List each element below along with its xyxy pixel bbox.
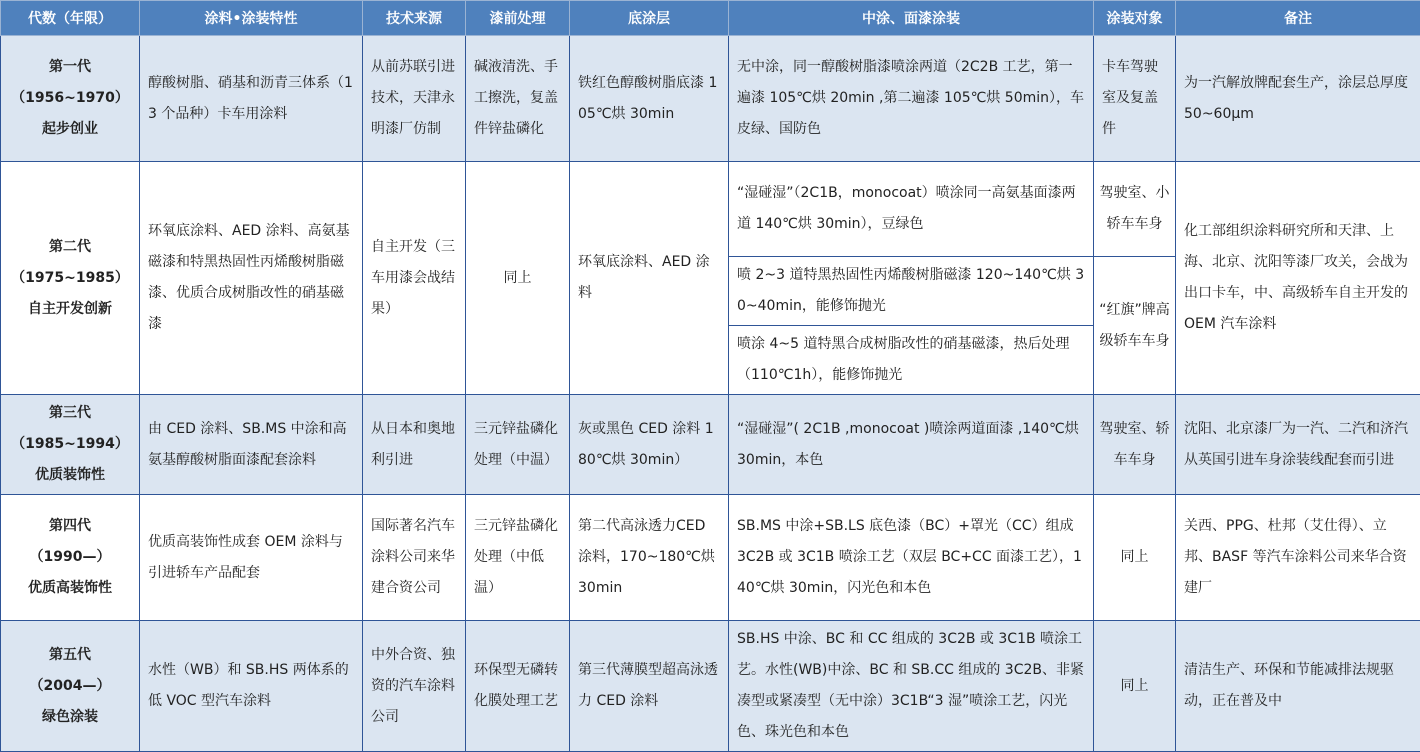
pretreatment-cell: 同上: [466, 162, 570, 395]
source-cell: 国际著名汽车涂料公司来华建合资公司: [363, 495, 466, 621]
notes-cell: 关西、PPG、杜邦（艾仕得）、立邦、BASF 等汽车涂料公司来华合资建厂: [1176, 495, 1420, 621]
topcoat-cell: 喷涂 4~5 道特黑合成树脂改性的硝基磁漆，热后处理（110℃1h），能修饰抛光: [729, 326, 1094, 395]
pretreatment-cell: 环保型无磷转化膜处理工艺: [466, 621, 570, 752]
table-row: [1, 395, 1420, 495]
header-primer: 底涂层: [570, 1, 729, 36]
source-cell: 中外合资、独资的汽车涂料公司: [363, 621, 466, 752]
object-cell: 同上: [1094, 495, 1176, 621]
generation-years: （1990—）: [3, 542, 137, 573]
object-cell: 同上: [1094, 621, 1176, 752]
generation-name: 第二代: [3, 232, 137, 263]
primer-cell: 灰或黑色 CED 涂料 180℃烘 30min）: [570, 395, 729, 495]
generation-years: （1985~1994）: [3, 429, 137, 460]
generation-cell: [1, 162, 140, 395]
generation-cell: [1, 36, 140, 162]
generation-cell: [1, 621, 140, 752]
generation-cell: [1, 495, 140, 621]
generation-theme: 优质高装饰性: [3, 573, 137, 604]
table-row: [1, 621, 1420, 752]
primer-cell: 铁红色醇酸树脂底漆 105℃烘 30min: [570, 36, 729, 162]
generation-name: 第三代: [3, 398, 137, 429]
header-topcoat: 中涂、面漆涂装: [729, 1, 1094, 36]
table-row: [1, 36, 1420, 162]
generation-name: 第五代: [3, 640, 137, 671]
generation-theme: 起步创业: [3, 114, 137, 145]
generation-name: 第四代: [3, 511, 137, 542]
pretreatment-cell: 三元锌盐磷化处理（中低温）: [466, 495, 570, 621]
topcoat-cell: SB.HS 中涂、BC 和 CC 组成的 3C2B 或 3C1B 喷涂工艺。水性(WB)中涂、BC 和 SB.CC 组成的 3C2B、非紧凑型或紧凑型（无中涂）3C1B“3 湿”喷涂工艺，闪光色、珠光色和本色: [729, 621, 1094, 752]
notes-cell: 清洁生产、环保和节能减排法规驱动，正在普及中: [1176, 621, 1420, 752]
source-cell: 从日本和奥地利引进: [363, 395, 466, 495]
notes-cell: 沈阳、北京漆厂为一汽、二汽和济汽从英国引进车身涂装线配套而引进: [1176, 395, 1420, 495]
topcoat-cell: 无中涂，同一醇酸树脂漆喷涂两道（2C2B 工艺，第一遍漆 105℃烘 20min ,第二遍漆 105℃烘 50min），车皮绿、国防色: [729, 36, 1094, 162]
header-pretreatment: 漆前处理: [466, 1, 570, 36]
topcoat-cell: “湿碰湿”（2C1B，monocoat）喷涂同一高氨基面漆两道 140℃烘 30min），豆绿色: [729, 162, 1094, 257]
generation-years: （2004—）: [3, 671, 137, 702]
table-row: [1, 162, 1420, 257]
header-row: [1, 1, 1420, 36]
object-cell: 卡车驾驶室及复盖件: [1094, 36, 1176, 162]
header-features: 涂料•涂装特性: [140, 1, 363, 36]
topcoat-cell: 喷 2~3 道特黑热固性丙烯酸树脂磁漆 120~140℃烘 30~40min，能修饰抛光: [729, 257, 1094, 326]
generation-years: （1975~1985）: [3, 263, 137, 294]
object-cell: “红旗”牌高级轿车车身: [1094, 257, 1176, 395]
pretreatment-cell: 碱液清洗、手工擦洗，复盖件锌盐磷化: [466, 36, 570, 162]
header-source: 技术来源: [363, 1, 466, 36]
header-notes: 备注: [1176, 1, 1420, 36]
features-cell: 环氧底涂料、AED 涂料、高氨基磁漆和特黑热固性丙烯酸树脂磁漆、优质合成树脂改性的硝基磁漆: [140, 162, 363, 395]
features-cell: 水性（WB）和 SB.HS 两体系的低 VOC 型汽车涂料: [140, 621, 363, 752]
object-cell: 驾驶室、轿车车身: [1094, 395, 1176, 495]
source-cell: 从前苏联引进技术，天津永明漆厂仿制: [363, 36, 466, 162]
generation-cell: [1, 395, 140, 495]
source-cell: 自主开发（三车用漆会战结果）: [363, 162, 466, 395]
generation-name: 第一代: [3, 52, 137, 83]
notes-cell: 化工部组织涂料研究所和天津、上海、北京、沈阳等漆厂攻关，会战为出口卡车，中、高级轿车自主开发的 OEM 汽车涂料: [1176, 162, 1420, 395]
topcoat-cell: SB.MS 中涂+SB.LS 底色漆（BC）+罩光（CC）组成 3C2B 或 3C1B 喷涂工艺（双层 BC+CC 面漆工艺），140℃烘 30min，闪光色和本色: [729, 495, 1094, 621]
features-cell: 优质高装饰性成套 OEM 涂料与引进轿车产品配套: [140, 495, 363, 621]
pretreatment-cell: 三元锌盐磷化处理（中温）: [466, 395, 570, 495]
generation-theme: 优质装饰性: [3, 460, 137, 491]
header-object: 涂装对象: [1094, 1, 1176, 36]
generation-years: （1956~1970）: [3, 83, 137, 114]
primer-cell: 第三代薄膜型超高泳透力 CED 涂料: [570, 621, 729, 752]
generation-theme: 自主开发创新: [3, 294, 137, 325]
primer-cell: 环氧底涂料、AED 涂料: [570, 162, 729, 395]
notes-cell: 为一汽解放牌配套生产，涂层总厚度 50~60μm: [1176, 36, 1420, 162]
generation-theme: 绿色涂装: [3, 702, 137, 733]
topcoat-cell: “湿碰湿”( 2C1B ,monocoat )喷涂两道面漆 ,140℃烘 30min，本色: [729, 395, 1094, 495]
header-generation: 代数（年限）: [1, 1, 140, 36]
features-cell: 由 CED 涂料、SB.MS 中涂和高氨基醇酸树脂面漆配套涂料: [140, 395, 363, 495]
object-cell: 驾驶室、小轿车车身: [1094, 162, 1176, 257]
features-cell: 醇酸树脂、硝基和沥青三体系（13 个品种）卡车用涂料: [140, 36, 363, 162]
table-row: [1, 495, 1420, 621]
primer-cell: 第二代高泳透力CED 涂料，170~180℃烘 30min: [570, 495, 729, 621]
